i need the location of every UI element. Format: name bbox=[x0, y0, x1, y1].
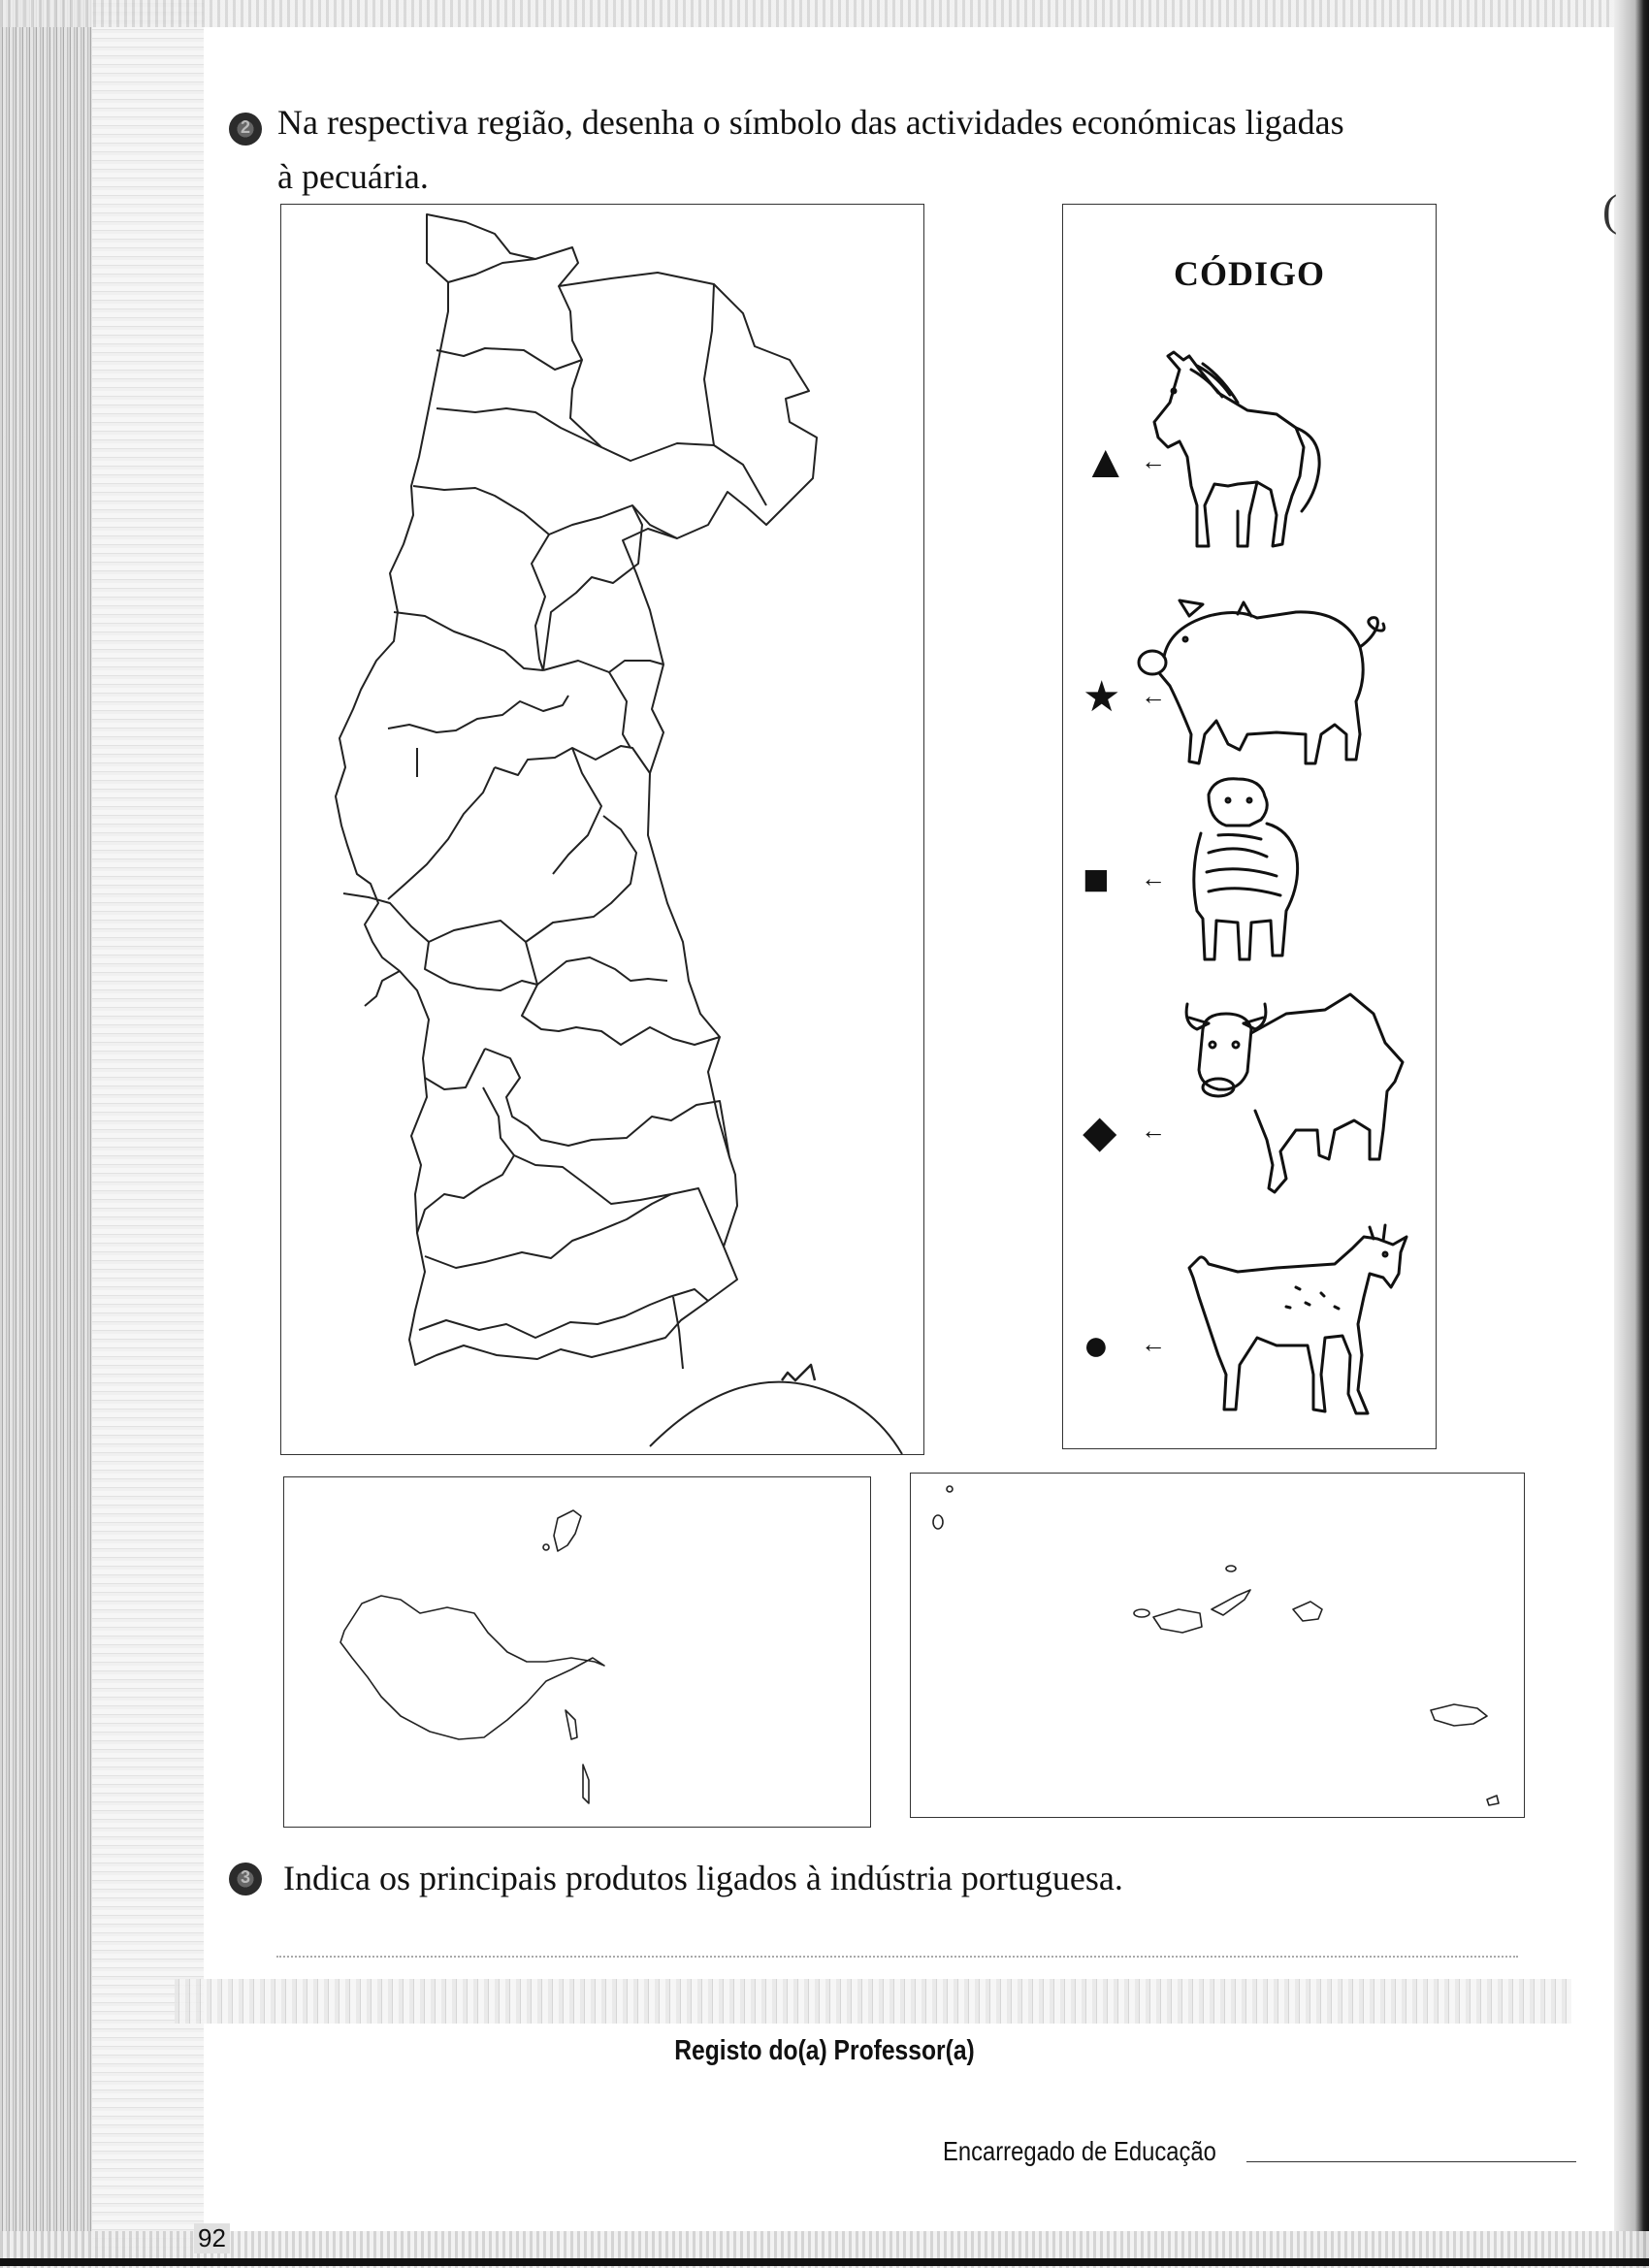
district-outline-map bbox=[281, 205, 923, 1454]
arrow-icon: ← bbox=[1141, 1330, 1166, 1358]
scan-shadow-left bbox=[0, 0, 92, 2268]
question-2-line-1: Na respectiva região, desenha o símbolo das actividades económicas ligadas bbox=[277, 103, 1344, 142]
scan-texture-band bbox=[175, 1979, 1571, 2024]
answer-line[interactable] bbox=[276, 1956, 1518, 1958]
arrow-icon: ← bbox=[1141, 1117, 1166, 1145]
star-symbol: ★ bbox=[1083, 673, 1121, 721]
legend-title: CÓDIGO bbox=[1173, 254, 1325, 293]
page-number: 92 bbox=[194, 2223, 230, 2253]
margin-mark: ( bbox=[1602, 185, 1618, 235]
horse-icon bbox=[1141, 321, 1335, 554]
square-symbol: ■ bbox=[1083, 855, 1110, 904]
guardian-signature-line[interactable] bbox=[1246, 2161, 1576, 2162]
goat-icon bbox=[1180, 1210, 1422, 1423]
scan-texture-left bbox=[92, 0, 204, 2268]
diamond-symbol: ◆ bbox=[1083, 1107, 1117, 1156]
scan-shadow-right bbox=[1614, 0, 1649, 2268]
legend-panel bbox=[1062, 204, 1437, 1449]
arrow-icon: ← bbox=[1141, 682, 1166, 710]
triangle-symbol: ▲ bbox=[1083, 437, 1129, 488]
sheep-icon bbox=[1180, 775, 1325, 969]
scan-texture-top bbox=[0, 0, 1649, 27]
question-3-text: Indica os principais produtos ligados à indústria portuguesa. bbox=[283, 1859, 1123, 1897]
question-2-number-icon: 2 bbox=[229, 113, 262, 146]
arrow-icon: ← bbox=[1141, 447, 1166, 475]
pig-icon bbox=[1131, 589, 1403, 783]
madeira-inset-map bbox=[283, 1476, 871, 1828]
question-3-number-icon: 3 bbox=[229, 1863, 262, 1895]
guardian-label: Encarregado de Educação bbox=[943, 2136, 1216, 2166]
cow-icon bbox=[1180, 985, 1412, 1217]
azores-islands-outline bbox=[911, 1474, 1524, 1817]
teacher-record-label: Registo do(a) Professor(a) bbox=[674, 2035, 975, 2066]
azores-inset-map bbox=[910, 1473, 1525, 1818]
madeira-islands-outline bbox=[284, 1477, 870, 1827]
bottom-edge bbox=[0, 2258, 1649, 2266]
mainland-portugal-map bbox=[280, 204, 924, 1455]
circle-symbol: ● bbox=[1083, 1320, 1110, 1370]
arrow-icon: ← bbox=[1141, 864, 1166, 892]
question-2-line-2: à pecuária. bbox=[277, 157, 429, 196]
